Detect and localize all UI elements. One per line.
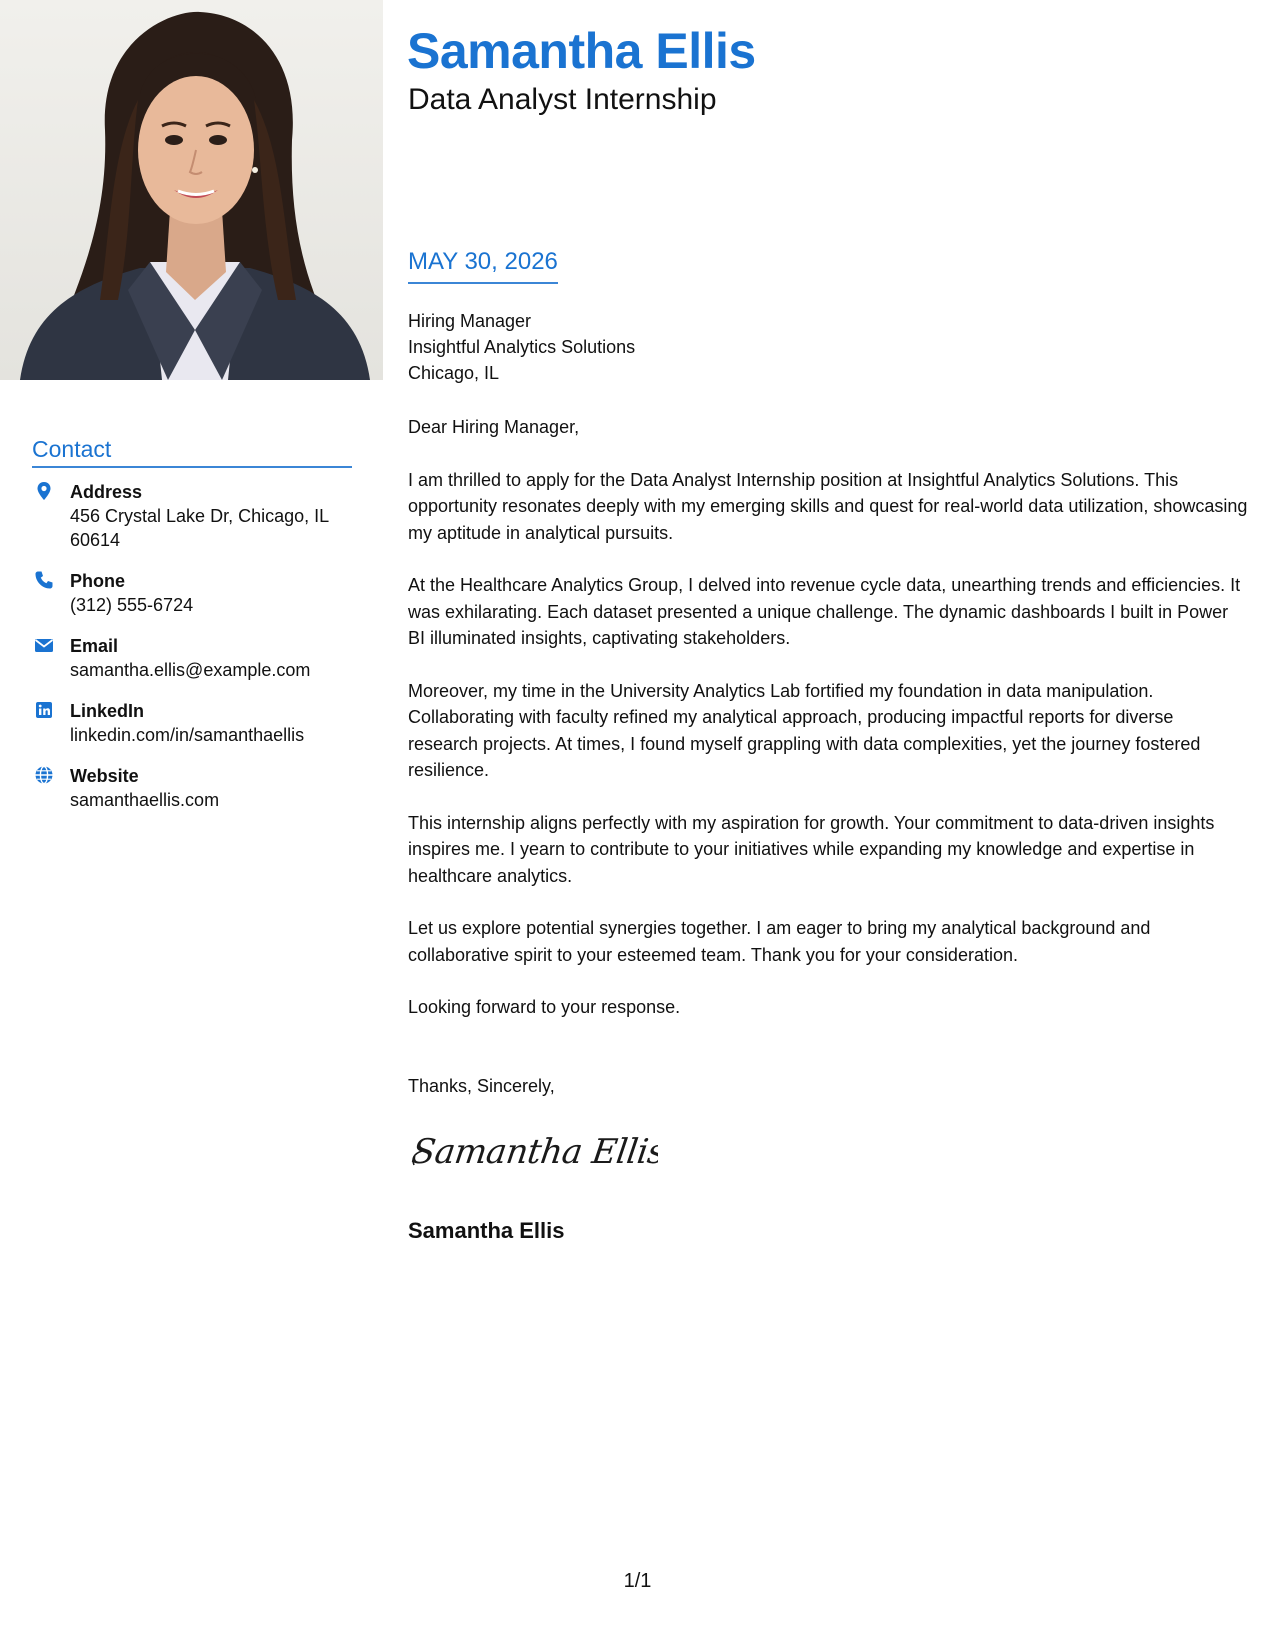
contact-phone bbox=[32, 569, 352, 617]
recipient-line: Insightful Analytics Solutions bbox=[408, 337, 636, 357]
contact-value: (312) 555-6724 bbox=[70, 595, 194, 615]
linkedin-icon bbox=[34, 700, 54, 720]
signer-name: Samantha Ellis bbox=[408, 1218, 565, 1243]
letter-date: MAY 30, 2026 bbox=[408, 248, 558, 284]
contact-address bbox=[32, 480, 352, 552]
recipient-block bbox=[408, 308, 1248, 386]
contact-label: Website bbox=[70, 766, 139, 786]
email-icon bbox=[34, 635, 54, 655]
phone-icon bbox=[34, 570, 54, 590]
contact-website bbox=[32, 764, 352, 812]
contact-sidebar bbox=[32, 436, 352, 829]
body-paragraph: This internship aligns perfectly with my aspiration for growth. Your commitment to data-driven insights inspires me. I yearn to contribute to your initiatives while expanding my knowledge and expertise in healthcare analytics. bbox=[408, 812, 1215, 886]
contact-value: 456 Crystal Lake Dr, Chicago, IL 60614 bbox=[70, 506, 329, 550]
contact-label: Phone bbox=[70, 571, 126, 591]
profile-photo bbox=[0, 0, 383, 380]
page-indicator: 1/1 bbox=[623, 1570, 652, 1592]
recipient-line: Chicago, IL bbox=[408, 363, 500, 383]
handwritten-signature bbox=[408, 1125, 658, 1180]
contact-label: Address bbox=[70, 482, 143, 502]
job-title: Data Analyst Internship bbox=[408, 83, 717, 116]
body-paragraph: At the Healthcare Analytics Group, I delved into revenue cycle data, unearthing trends and efficiencies. It was exhilarating. Each dataset presented a unique challenge. The dynamic dashboards I built in Power BI illuminated insights, captivating stakeholders. bbox=[408, 575, 1241, 648]
location-pin-icon bbox=[34, 481, 54, 501]
contact-linkedin bbox=[32, 699, 352, 747]
contact-heading: Contact bbox=[32, 436, 352, 468]
applicant-name: Samantha Ellis bbox=[407, 23, 756, 79]
letter-body bbox=[408, 308, 1248, 1125]
contact-value[interactable]: samantha.ellis@example.com bbox=[70, 660, 311, 680]
signature-text: Samantha Ellis bbox=[409, 1132, 658, 1172]
contact-value[interactable]: samanthaellis.com bbox=[70, 790, 220, 810]
contact-email bbox=[32, 634, 352, 682]
contact-value[interactable]: linkedin.com/in/samanthaellis bbox=[70, 725, 305, 745]
contact-label: Email bbox=[70, 636, 119, 656]
body-paragraph: I am thrilled to apply for the Data Analyst Internship position at Insightful Analytics Solutions. This opportunity resonates deeply with my emerging skills and quest for real-world data utilization, showcasing my aptitude in analytical pursuits. bbox=[408, 469, 1248, 543]
recipient-line: Hiring Manager bbox=[408, 311, 532, 331]
body-paragraph: Looking forward to your response. bbox=[408, 997, 681, 1017]
body-paragraph: Moreover, my time in the University Analytics Lab fortified my foundation in data manipulation. Collaborating with faculty refined my analytical approach, producing impactful reports for diverse research projects. At times, I found myself grappling with data complexities, yet the journey fostered resilience. bbox=[408, 680, 1201, 780]
salutation: Dear Hiring Manager, bbox=[408, 417, 580, 437]
body-paragraph: Let us explore potential synergies together. I am eager to bring my analytical background and collaborative spirit to your esteemed team. Thank you for your consideration. bbox=[408, 918, 1151, 965]
contact-label: LinkedIn bbox=[70, 701, 145, 721]
globe-icon bbox=[34, 765, 54, 785]
closing-line: Thanks, Sincerely, bbox=[408, 1075, 555, 1096]
